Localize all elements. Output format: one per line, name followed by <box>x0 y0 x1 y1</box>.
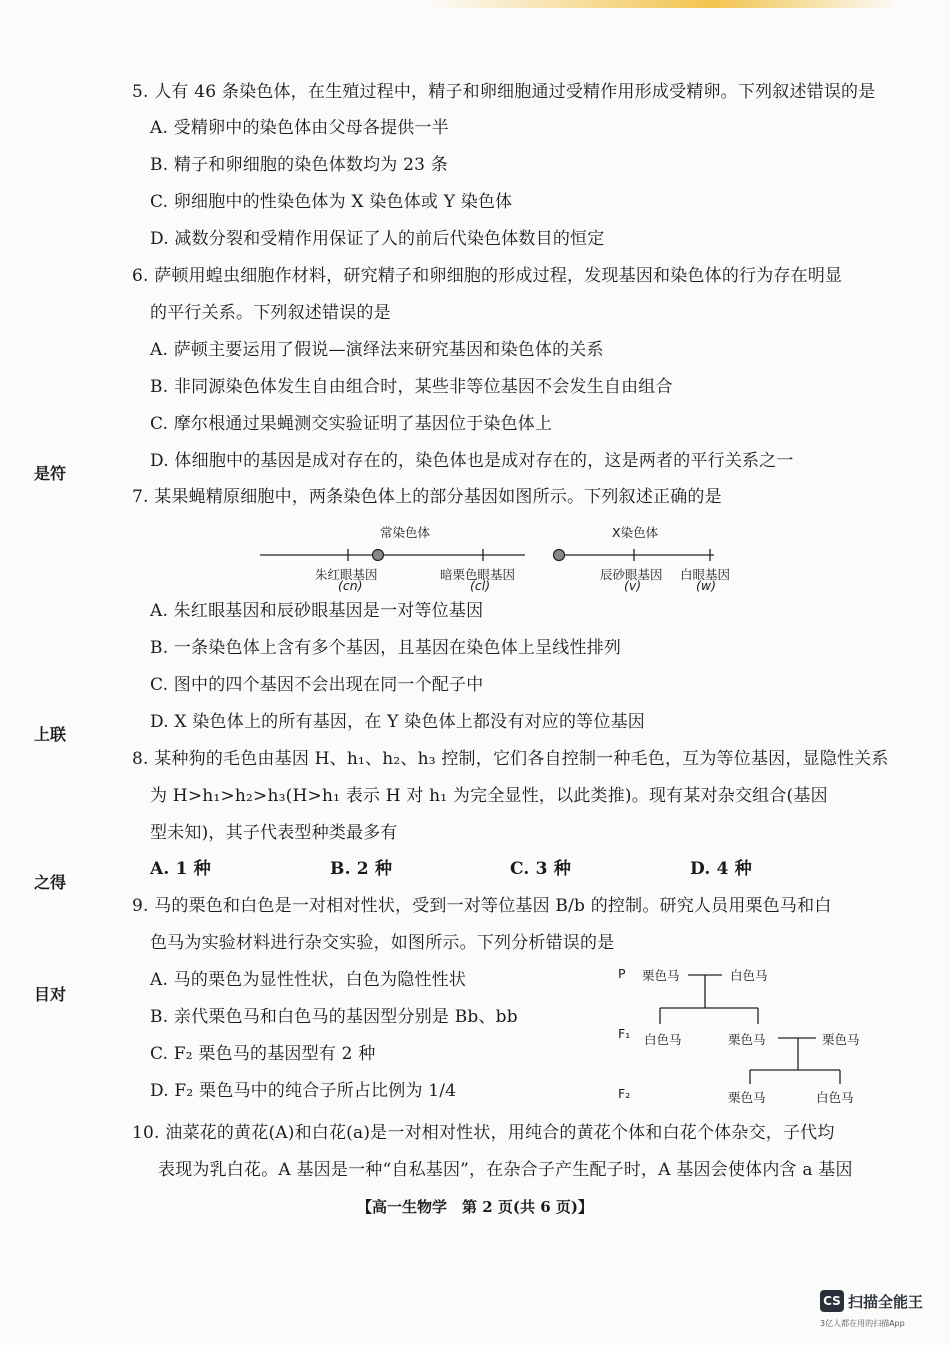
q6-stem-line1: 6. 萨顿用蝗虫细胞作材料，研究精子和卵细胞的形成过程，发现基因和染色体的行为存在明显 <box>132 266 843 286</box>
q10-stem-line2: 表现为乳白花。A 基因是一种“自私基因”，在杂合子产生配子时，A 基因会使体内含 a 基因 <box>158 1160 853 1180</box>
gene-symbol-v: (v) <box>624 578 642 593</box>
centromere-x <box>554 550 565 561</box>
q6-option-d: D. 体细胞中的基因是成对存在的，染色体也是成对存在的，这是两者的平行关系之一 <box>150 451 794 471</box>
q5-option-d: D. 减数分裂和受精作用保证了人的前后代染色体数目的恒定 <box>150 229 605 249</box>
margin-note: 上联 <box>34 725 67 744</box>
q7-option-a: A. 朱红眼基因和辰砂眼基因是一对等位基因 <box>150 601 484 621</box>
q9-stem-line2: 色马为实验材料进行杂交实验，如图所示。下列分析错误的是 <box>150 933 615 953</box>
gene-name-v: 辰砂眼基因 <box>600 567 663 582</box>
q9-option-b: B. 亲代栗色马和白色马的基因型分别是 Bb、bb <box>150 1007 518 1027</box>
q8-stem-line2: 为 H>h₁>h₂>h₃(H>h₁ 表示 H 对 h₁ 为完全显性，以此类推)。现有某对杂交组合(基因 <box>150 786 828 806</box>
q9-stem-line1: 9. 马的栗色和白色是一对相对性状，受到一对等位基因 B/b 的控制。研究人员用栗色马和白 <box>132 896 832 916</box>
q8-option-d: D. 4 种 <box>690 859 752 879</box>
gene-symbol-cn: (cn) <box>338 578 363 593</box>
q8-option-b: B. 2 种 <box>330 859 393 879</box>
top-color-strip <box>430 0 900 8</box>
q10-stem-line1: 10. 油菜花的黄花(A)和白花(a)是一对相对性状，用纯合的黄花个体和白花个体杂交，子代均 <box>132 1123 835 1143</box>
q8-stem-line3: 型未知)，其子代表型种类最多有 <box>150 823 398 843</box>
gen-label-f2: F₂ <box>618 1086 631 1101</box>
f2-chestnut: 栗色马 <box>728 1090 766 1105</box>
page-footer: 【高一生物学 第 2 页(共 6 页)】 <box>357 1198 593 1216</box>
scanner-watermark <box>820 1290 923 1312</box>
q5-option-c: C. 卵细胞中的性染色体为 X 染色体或 Y 染色体 <box>150 192 513 212</box>
gene-symbol-cl: (cl) <box>470 578 491 593</box>
scanner-slogan: 3亿人都在用的扫描App <box>820 1319 905 1328</box>
q9-option-a: A. 马的栗色为显性性状，白色为隐性性状 <box>150 970 467 990</box>
gene-name-w: 白眼基因 <box>680 567 731 582</box>
scanner-app-name: 扫描全能王 <box>848 1292 924 1311</box>
q6-option-c: C. 摩尔根通过果蝇测交实验证明了基因位于染色体上 <box>150 414 553 434</box>
q6-option-a: A. 萨顿主要运用了假说—演绎法来研究基因和染色体的关系 <box>150 340 604 360</box>
gene-name-cl: 暗栗色眼基因 <box>440 567 516 582</box>
gene-symbol-w: (w) <box>696 578 716 593</box>
f1-chestnut: 栗色马 <box>728 1032 766 1047</box>
q7-option-c: C. 图中的四个基因不会出现在同一个配子中 <box>150 675 484 695</box>
gen-label-f1: F₁ <box>618 1026 631 1041</box>
chromosome-diagram <box>250 520 750 595</box>
q7-option-d: D. X 染色体上的所有基因，在 Y 染色体上都没有对应的等位基因 <box>150 712 645 732</box>
q7-option-b: B. 一条染色体上含有多个基因，且基因在染色体上呈线性排列 <box>150 638 622 658</box>
centromere-autosome <box>373 550 384 561</box>
p-chestnut: 栗色马 <box>642 968 680 983</box>
q9-cross-diagram <box>610 962 880 1107</box>
q8-option-a: A. 1 种 <box>150 859 211 879</box>
q5-option-a: A. 受精卵中的染色体由父母各提供一半 <box>150 118 449 138</box>
q8-stem-line1: 8. 某种狗的毛色由基因 H、h₁、h₂、h₃ 控制，它们各自控制一种毛色，互为等位基因，显隐性关系 <box>132 749 889 769</box>
margin-note: 之得 <box>34 873 67 892</box>
q9-option-d: D. F₂ 栗色马中的纯合子所占比例为 1/4 <box>150 1081 457 1101</box>
cs-logo-icon: CS <box>820 1290 844 1312</box>
q9-option-c: C. F₂ 栗色马的基因型有 2 种 <box>150 1044 376 1064</box>
f1-chestnut-partner: 栗色马 <box>822 1032 860 1047</box>
f2-white: 白色马 <box>816 1090 854 1105</box>
q5-option-b: B. 精子和卵细胞的染色体数均为 23 条 <box>150 155 448 175</box>
margin-note: 目对 <box>34 985 67 1004</box>
q6-stem-line2: 的平行关系。下列叙述错误的是 <box>150 303 391 323</box>
x-chromosome-label: X染色体 <box>612 525 659 540</box>
q5-stem: 5. 人有 46 条染色体，在生殖过程中，精子和卵细胞通过受精作用形成受精卵。下列叙述错误的是 <box>132 82 876 102</box>
p-white: 白色马 <box>730 968 768 983</box>
autosome-label: 常染色体 <box>380 525 431 540</box>
q7-stem: 7. 某果蝇精原细胞中，两条染色体上的部分基因如图所示。下列叙述正确的是 <box>132 487 722 507</box>
q6-option-b: B. 非同源染色体发生自由组合时，某些非等位基因不会发生自由组合 <box>150 377 673 397</box>
f1-white: 白色马 <box>644 1032 682 1047</box>
gen-label-p: P <box>618 966 626 981</box>
q7-chromosome-figure <box>250 520 750 595</box>
q8-option-c: C. 3 种 <box>510 859 572 879</box>
margin-note: 是符 <box>34 464 67 483</box>
gene-name-cn: 朱红眼基因 <box>315 567 378 582</box>
